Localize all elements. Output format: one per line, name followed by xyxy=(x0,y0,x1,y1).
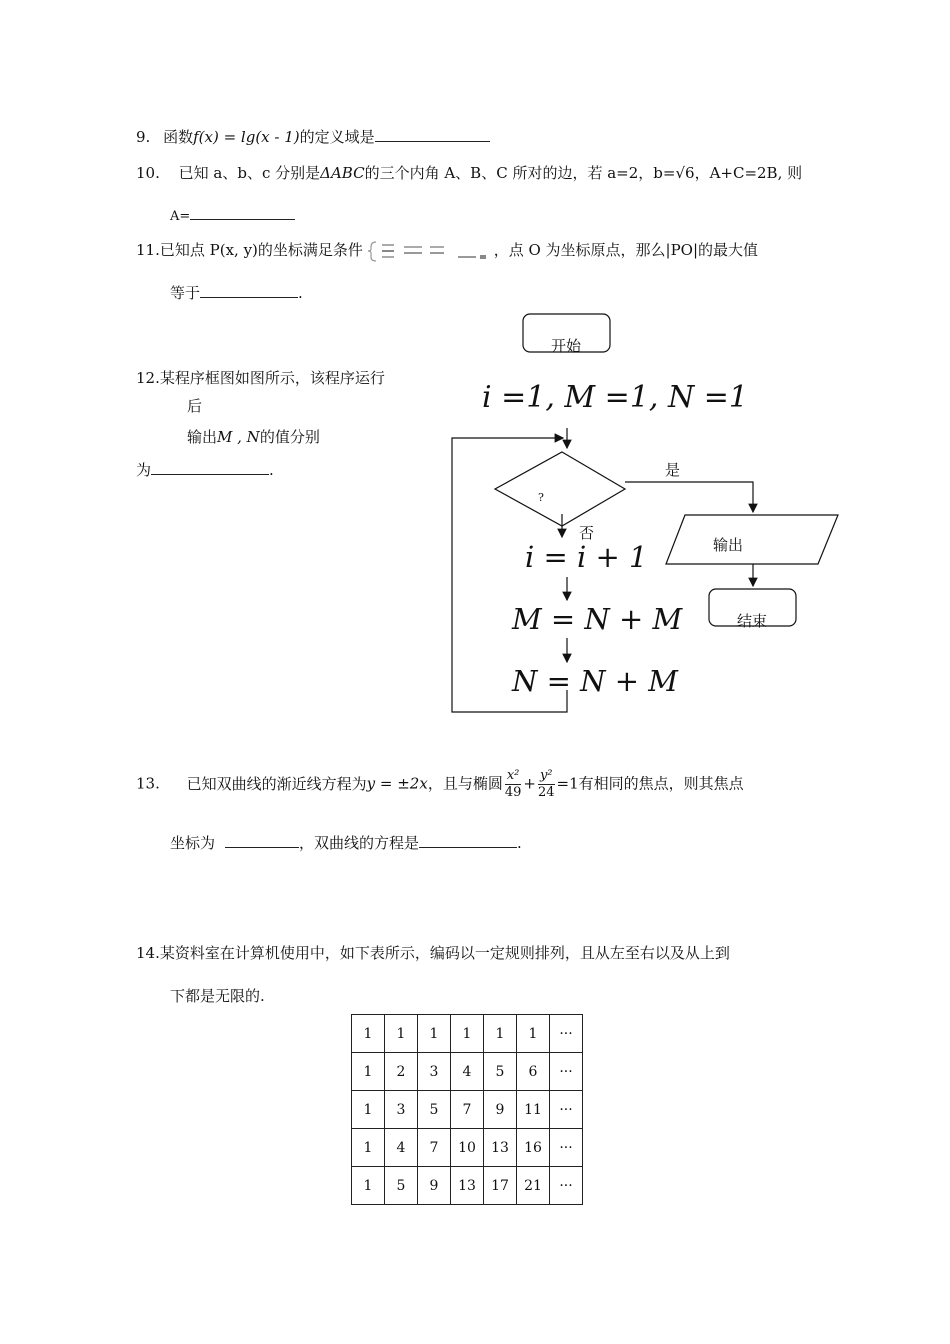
table-cell: 5 xyxy=(418,1091,451,1129)
table-cell: 1 xyxy=(517,1015,550,1053)
question-text: ，双曲线的方程是 xyxy=(299,834,420,852)
question-text: 某资料室在计算机使用中，如下表所示，编码以一定规则排列，且从左至右以及从上到 xyxy=(159,944,730,962)
question-text: 已知 a、b、c 分别是 xyxy=(178,164,321,182)
question-number: 10. xyxy=(136,164,160,182)
fraction-x xyxy=(505,768,522,801)
table-row xyxy=(352,1015,583,1053)
question-13-line2 xyxy=(170,832,522,853)
question-text: ，A+C=2B, 则 xyxy=(694,164,803,182)
table-cell: ··· xyxy=(550,1129,583,1167)
period: . xyxy=(269,461,274,479)
output-label: 输出 xyxy=(713,536,744,554)
answer-prefix: A= xyxy=(170,209,191,224)
step-update-n: N = N + M xyxy=(512,664,678,698)
fraction-denominator: 49 xyxy=(504,785,522,800)
answer-blank-equation[interactable] xyxy=(419,833,517,848)
table-cell: ··· xyxy=(550,1053,583,1091)
question-13 xyxy=(136,768,744,801)
question-text: 输出 xyxy=(187,428,218,446)
question-text: 已知双曲线的渐近线方程为 xyxy=(186,774,367,793)
question-text: 已知点 P(x, y)的坐标满足条件 xyxy=(159,241,363,259)
table-cell: 5 xyxy=(484,1053,517,1091)
start-label: 开始 xyxy=(551,337,582,355)
table-cell: 4 xyxy=(451,1053,484,1091)
code-table xyxy=(351,1014,583,1205)
question-text: 的三个内角 A、B、C 所对的边，若 a=2，b= xyxy=(364,164,676,182)
table-cell: 4 xyxy=(385,1129,418,1167)
table-cell: 17 xyxy=(484,1167,517,1205)
question-text: 的定义域是 xyxy=(299,128,375,146)
table-row xyxy=(352,1167,583,1205)
function-expression: f(x) = lg(x - 1) xyxy=(193,128,300,146)
table-row xyxy=(352,1091,583,1129)
period: . xyxy=(517,834,522,852)
table-cell: 1 xyxy=(385,1015,418,1053)
table-cell: 1 xyxy=(352,1129,385,1167)
condition-label: ? xyxy=(538,491,544,504)
table-cell: 11 xyxy=(517,1091,550,1129)
fraction-denominator: 24 xyxy=(537,785,555,800)
question-14 xyxy=(136,942,730,963)
question-text: 下都是无限的. xyxy=(170,987,265,1005)
fraction-numerator: y² xyxy=(539,768,553,783)
init-statement: i =1, M =1, N =1 xyxy=(482,380,748,415)
output-box xyxy=(666,515,838,564)
fraction-y xyxy=(538,768,555,801)
question-text: 坐标为 xyxy=(170,834,216,852)
table-cell: ··· xyxy=(550,1167,583,1205)
table-cell: 1 xyxy=(352,1053,385,1091)
table-cell: 5 xyxy=(385,1167,418,1205)
table-cell: 13 xyxy=(484,1129,517,1167)
table-cell: 3 xyxy=(385,1091,418,1129)
table-cell: 2 xyxy=(385,1053,418,1091)
table-cell: 1 xyxy=(352,1015,385,1053)
table-cell: 3 xyxy=(418,1053,451,1091)
table-cell: 1 xyxy=(418,1015,451,1053)
table-cell: 1 xyxy=(352,1091,385,1129)
question-14-line2 xyxy=(170,985,265,1006)
table-cell: 1 xyxy=(451,1015,484,1053)
table-row xyxy=(352,1129,583,1167)
question-text: 的值分别 xyxy=(259,428,320,446)
table-cell: 7 xyxy=(451,1091,484,1129)
no-label: 否 xyxy=(579,524,595,542)
plus-sign: + xyxy=(523,774,536,793)
question-text: 某程序框图如图所示，该程序运行 xyxy=(159,369,385,387)
question-text: ，点 O 为坐标原点，那么|PO|的最大值 xyxy=(493,241,759,259)
table-cell: ··· xyxy=(550,1015,583,1053)
output-variables: M , N xyxy=(217,428,260,446)
table-cell: 9 xyxy=(484,1091,517,1129)
yes-label: 是 xyxy=(665,461,681,479)
table-row xyxy=(352,1053,583,1091)
table-cell: 1 xyxy=(352,1167,385,1205)
table-cell: 10 xyxy=(451,1129,484,1167)
question-number: 13. xyxy=(136,774,160,793)
table-cell: 9 xyxy=(418,1167,451,1205)
table-cell: 16 xyxy=(517,1129,550,1167)
question-text: 后 xyxy=(187,397,203,415)
end-label: 结束 xyxy=(737,612,768,630)
equals-one: =1 xyxy=(556,774,579,793)
question-number: 9. xyxy=(136,128,151,146)
table-cell: 21 xyxy=(517,1167,550,1205)
table-cell: 13 xyxy=(451,1167,484,1205)
question-text: ，且与椭圆 xyxy=(427,774,503,793)
sqrt-value: √6 xyxy=(675,164,695,182)
table-cell: 6 xyxy=(517,1053,550,1091)
period: . xyxy=(298,284,303,302)
question-text: 有相同的焦点，则其焦点 xyxy=(578,774,744,793)
question-number: 11. xyxy=(136,241,160,259)
answer-prefix: 等于 xyxy=(170,284,201,302)
asymptote-equation: y = ±2x xyxy=(366,774,428,793)
question-text: 函数 xyxy=(163,128,194,146)
condition-diamond xyxy=(495,452,625,526)
answer-prefix: 为 xyxy=(136,461,152,479)
table-cell: ··· xyxy=(550,1091,583,1129)
step-increment-i: i = i + 1 xyxy=(525,540,648,574)
question-number: 14. xyxy=(136,944,160,962)
triangle-label: ΔABC xyxy=(320,164,365,182)
table-cell: 7 xyxy=(418,1129,451,1167)
step-update-m: M = N + M xyxy=(512,602,683,636)
table-cell: 1 xyxy=(484,1015,517,1053)
fraction-numerator: x² xyxy=(506,768,520,783)
question-number: 12. xyxy=(136,369,160,387)
answer-blank-foci[interactable] xyxy=(225,833,299,848)
